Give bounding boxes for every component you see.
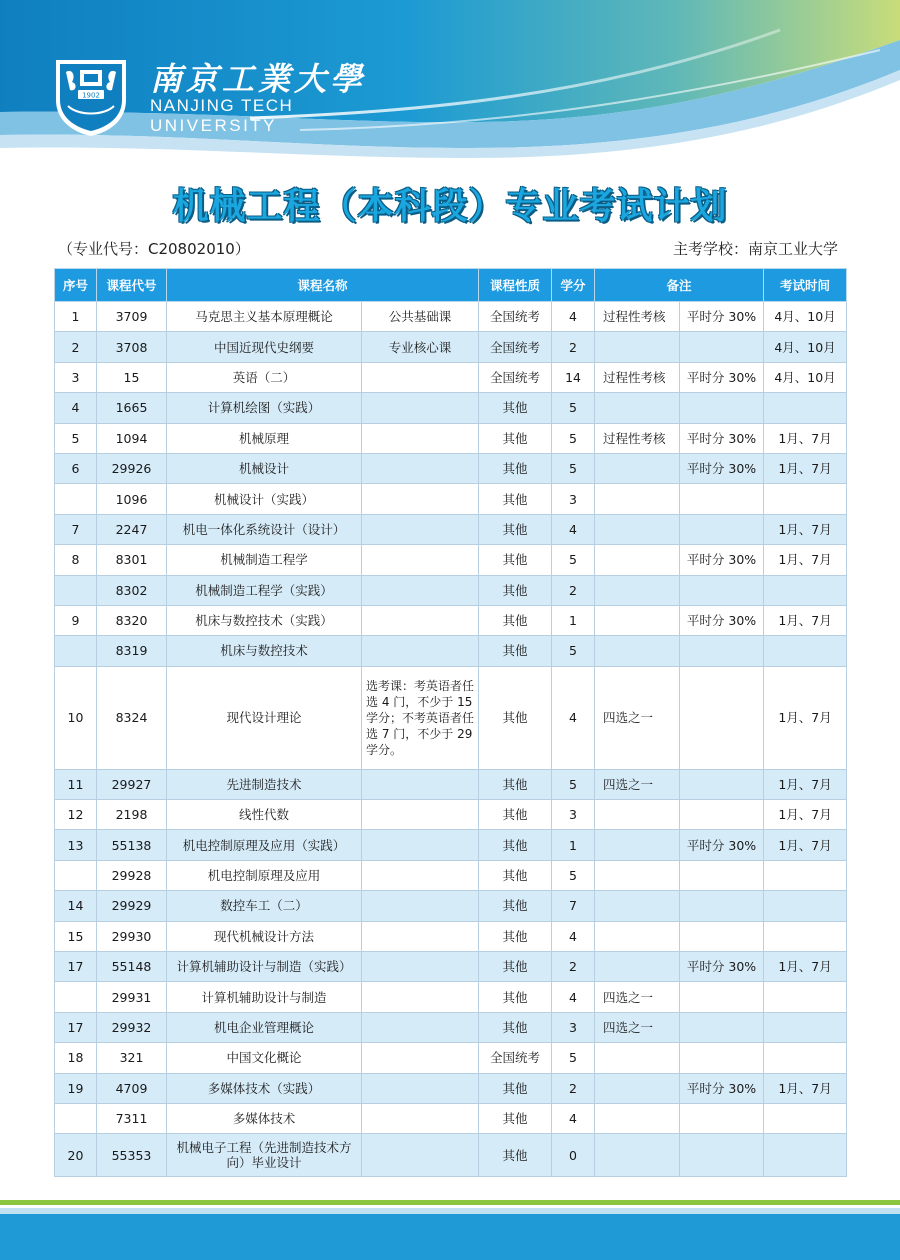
row-no: 20 xyxy=(55,1134,97,1177)
row-credit: 2 xyxy=(552,332,595,362)
row-code: 29932 xyxy=(97,1012,167,1042)
row-credit: 4 xyxy=(552,982,595,1012)
row-exam-time xyxy=(764,891,847,921)
row-category xyxy=(362,423,479,453)
row-nature: 其他 xyxy=(479,982,552,1012)
table-row xyxy=(55,302,847,332)
table-row xyxy=(55,1043,847,1073)
row-code: 8324 xyxy=(97,666,167,769)
footer-band xyxy=(0,1200,900,1260)
table-row xyxy=(55,575,847,605)
table-header-row xyxy=(55,269,847,302)
row-category xyxy=(362,952,479,982)
row-no xyxy=(55,484,97,514)
row-remark-score: 平时分 30% xyxy=(680,545,764,575)
row-name: 机电企业管理概论 xyxy=(167,1012,362,1042)
row-remark-score: 平时分 30% xyxy=(680,302,764,332)
row-name: 多媒体技术 xyxy=(167,1103,362,1133)
row-nature: 其他 xyxy=(479,860,552,890)
row-credit: 3 xyxy=(552,484,595,514)
row-exam-time xyxy=(764,1043,847,1073)
row-no: 17 xyxy=(55,1012,97,1042)
row-remark-assessment: 过程性考核 xyxy=(595,423,680,453)
row-exam-time: 1月、7月 xyxy=(764,666,847,769)
row-nature: 其他 xyxy=(479,952,552,982)
row-nature: 其他 xyxy=(479,484,552,514)
row-exam-time xyxy=(764,484,847,514)
row-code: 1094 xyxy=(97,423,167,453)
row-code: 3709 xyxy=(97,302,167,332)
table-row xyxy=(55,769,847,799)
row-code: 29931 xyxy=(97,982,167,1012)
row-category: 专业核心课 xyxy=(362,332,479,362)
row-exam-time xyxy=(764,860,847,890)
table-row xyxy=(55,666,847,769)
row-remark-score xyxy=(680,1103,764,1133)
row-credit: 4 xyxy=(552,666,595,769)
row-category xyxy=(362,982,479,1012)
row-credit: 1 xyxy=(552,830,595,860)
row-category xyxy=(362,362,479,392)
row-code: 2198 xyxy=(97,800,167,830)
row-no xyxy=(55,982,97,1012)
row-no xyxy=(55,575,97,605)
table-row xyxy=(55,636,847,666)
row-remark-score: 平时分 30% xyxy=(680,453,764,483)
row-code: 29929 xyxy=(97,891,167,921)
row-remark-assessment xyxy=(595,1103,680,1133)
row-name: 计算机辅助设计与制造 xyxy=(167,982,362,1012)
row-remark-score: 平时分 30% xyxy=(680,605,764,635)
row-code: 1096 xyxy=(97,484,167,514)
row-remark-score xyxy=(680,891,764,921)
row-code: 3708 xyxy=(97,332,167,362)
row-name: 机械设计 xyxy=(167,453,362,483)
row-name: 马克思主义基本原理概论 xyxy=(167,302,362,332)
row-remark-score xyxy=(680,484,764,514)
row-remark-assessment: 四选之一 xyxy=(595,1012,680,1042)
row-no xyxy=(55,636,97,666)
row-remark-score xyxy=(680,860,764,890)
row-remark-score xyxy=(680,636,764,666)
row-name: 数控车工（二） xyxy=(167,891,362,921)
row-exam-time xyxy=(764,1103,847,1133)
row-category: 选考课：考英语者任选 4 门，不少于 15 学分；不考英语者任选 7 门，不少于 29 学分。 xyxy=(362,666,479,769)
row-remark-assessment xyxy=(595,545,680,575)
row-remark-score: 平时分 30% xyxy=(680,830,764,860)
row-nature: 其他 xyxy=(479,1073,552,1103)
row-code: 4709 xyxy=(97,1073,167,1103)
row-remark-assessment: 四选之一 xyxy=(595,666,680,769)
header-time: 考试时间 xyxy=(764,269,847,302)
table-row xyxy=(55,484,847,514)
row-no: 6 xyxy=(55,453,97,483)
row-nature: 其他 xyxy=(479,605,552,635)
row-name: 先进制造技术 xyxy=(167,769,362,799)
table-row xyxy=(55,1103,847,1133)
header-credit: 学分 xyxy=(552,269,595,302)
row-credit: 5 xyxy=(552,860,595,890)
row-credit: 5 xyxy=(552,423,595,453)
row-exam-time: 4月、10月 xyxy=(764,302,847,332)
row-name: 机电控制原理及应用 xyxy=(167,860,362,890)
table-row xyxy=(55,332,847,362)
row-nature: 其他 xyxy=(479,1103,552,1133)
header-code: 课程代号 xyxy=(97,269,167,302)
major-code: （专业代号：C20802010） xyxy=(58,240,250,258)
row-exam-time xyxy=(764,393,847,423)
row-credit: 4 xyxy=(552,921,595,951)
row-name: 机电控制原理及应用（实践） xyxy=(167,830,362,860)
row-credit: 5 xyxy=(552,1043,595,1073)
row-no: 17 xyxy=(55,952,97,982)
row-name: 机械原理 xyxy=(167,423,362,453)
row-no: 12 xyxy=(55,800,97,830)
row-remark-score xyxy=(680,393,764,423)
row-nature: 其他 xyxy=(479,769,552,799)
table-row xyxy=(55,860,847,890)
row-exam-time: 1月、7月 xyxy=(764,1073,847,1103)
row-exam-time xyxy=(764,575,847,605)
row-no: 3 xyxy=(55,362,97,392)
row-nature: 其他 xyxy=(479,423,552,453)
row-code: 2247 xyxy=(97,514,167,544)
row-remark-assessment xyxy=(595,1134,680,1177)
row-nature: 全国统考 xyxy=(479,332,552,362)
table-row xyxy=(55,1012,847,1042)
row-no: 19 xyxy=(55,1073,97,1103)
row-remark-score xyxy=(680,769,764,799)
table-row xyxy=(55,1073,847,1103)
row-category xyxy=(362,1012,479,1042)
row-code: 29927 xyxy=(97,769,167,799)
row-name: 机床与数控技术 xyxy=(167,636,362,666)
row-category xyxy=(362,860,479,890)
row-remark-score: 平时分 30% xyxy=(680,362,764,392)
row-no xyxy=(55,1103,97,1133)
row-no: 15 xyxy=(55,921,97,951)
row-remark-assessment xyxy=(595,891,680,921)
row-remark-assessment xyxy=(595,575,680,605)
row-nature: 全国统考 xyxy=(479,362,552,392)
row-remark-assessment: 过程性考核 xyxy=(595,302,680,332)
table-row xyxy=(55,1134,847,1177)
row-remark-score xyxy=(680,1043,764,1073)
row-credit: 3 xyxy=(552,1012,595,1042)
row-remark-score xyxy=(680,982,764,1012)
row-credit: 5 xyxy=(552,769,595,799)
row-exam-time xyxy=(764,982,847,1012)
row-category xyxy=(362,514,479,544)
row-category xyxy=(362,545,479,575)
logo-year: 1902 xyxy=(82,91,100,100)
row-remark-assessment xyxy=(595,830,680,860)
row-no: 10 xyxy=(55,666,97,769)
row-name: 多媒体技术（实践） xyxy=(167,1073,362,1103)
row-credit: 1 xyxy=(552,605,595,635)
row-remark-score xyxy=(680,666,764,769)
row-no: 9 xyxy=(55,605,97,635)
row-remark-assessment xyxy=(595,800,680,830)
row-name: 中国近现代史纲要 xyxy=(167,332,362,362)
row-exam-time: 4月、10月 xyxy=(764,332,847,362)
row-remark-assessment xyxy=(595,332,680,362)
row-exam-time: 1月、7月 xyxy=(764,952,847,982)
row-remark-score xyxy=(680,514,764,544)
row-category: 公共基础课 xyxy=(362,302,479,332)
row-name: 中国文化概论 xyxy=(167,1043,362,1073)
table-row xyxy=(55,453,847,483)
row-credit: 5 xyxy=(552,636,595,666)
header-remark: 备注 xyxy=(595,269,764,302)
row-credit: 2 xyxy=(552,575,595,605)
row-nature: 全国统考 xyxy=(479,302,552,332)
university-logo xyxy=(52,56,130,138)
table-row xyxy=(55,423,847,453)
row-credit: 14 xyxy=(552,362,595,392)
table-row xyxy=(55,362,847,392)
row-remark-score xyxy=(680,332,764,362)
row-no xyxy=(55,860,97,890)
row-nature: 其他 xyxy=(479,1012,552,1042)
row-nature: 其他 xyxy=(479,453,552,483)
row-nature: 其他 xyxy=(479,1134,552,1177)
row-code: 29930 xyxy=(97,921,167,951)
table-row xyxy=(55,982,847,1012)
row-nature: 其他 xyxy=(479,636,552,666)
row-exam-time: 1月、7月 xyxy=(764,514,847,544)
row-exam-time: 1月、7月 xyxy=(764,605,847,635)
row-code: 55148 xyxy=(97,952,167,982)
row-code: 15 xyxy=(97,362,167,392)
row-nature: 其他 xyxy=(479,891,552,921)
row-remark-score xyxy=(680,1012,764,1042)
row-exam-time: 1月、7月 xyxy=(764,830,847,860)
row-remark-assessment xyxy=(595,484,680,514)
page-title: 机械工程（本科段）专业考试计划 xyxy=(172,186,728,227)
row-credit: 5 xyxy=(552,545,595,575)
brand-english-line1: NANJING TECH xyxy=(150,96,294,115)
row-no: 5 xyxy=(55,423,97,453)
exam-plan-table xyxy=(54,268,847,1177)
row-remark-assessment xyxy=(595,393,680,423)
row-category xyxy=(362,636,479,666)
row-no: 11 xyxy=(55,769,97,799)
header-banner xyxy=(0,0,900,160)
row-category xyxy=(362,1073,479,1103)
row-code: 321 xyxy=(97,1043,167,1073)
row-nature: 其他 xyxy=(479,575,552,605)
row-nature: 其他 xyxy=(479,800,552,830)
table-row xyxy=(55,800,847,830)
row-remark-score xyxy=(680,921,764,951)
row-exam-time: 4月、10月 xyxy=(764,362,847,392)
row-code: 7311 xyxy=(97,1103,167,1133)
row-remark-assessment xyxy=(595,605,680,635)
row-code: 1665 xyxy=(97,393,167,423)
row-category xyxy=(362,800,479,830)
row-no: 14 xyxy=(55,891,97,921)
row-category xyxy=(362,769,479,799)
row-category xyxy=(362,575,479,605)
row-category xyxy=(362,891,479,921)
row-name: 机床与数控技术（实践） xyxy=(167,605,362,635)
row-name: 机械电子工程（先进制造技术方向）毕业设计 xyxy=(167,1134,362,1177)
row-exam-time: 1月、7月 xyxy=(764,800,847,830)
table-row xyxy=(55,952,847,982)
row-credit: 0 xyxy=(552,1134,595,1177)
row-no: 8 xyxy=(55,545,97,575)
row-category xyxy=(362,453,479,483)
row-credit: 3 xyxy=(552,800,595,830)
table-row xyxy=(55,514,847,544)
row-remark-assessment xyxy=(595,952,680,982)
row-name: 英语（二） xyxy=(167,362,362,392)
row-name: 线性代数 xyxy=(167,800,362,830)
row-credit: 5 xyxy=(552,453,595,483)
row-category xyxy=(362,484,479,514)
row-name: 计算机辅助设计与制造（实践） xyxy=(167,952,362,982)
row-name: 现代设计理论 xyxy=(167,666,362,769)
row-nature: 其他 xyxy=(479,393,552,423)
row-credit: 5 xyxy=(552,393,595,423)
row-category xyxy=(362,921,479,951)
row-name: 机械制造工程学 xyxy=(167,545,362,575)
row-name: 计算机绘图（实践） xyxy=(167,393,362,423)
row-credit: 2 xyxy=(552,1073,595,1103)
row-credit: 7 xyxy=(552,891,595,921)
row-remark-assessment: 四选之一 xyxy=(595,769,680,799)
row-remark-assessment xyxy=(595,514,680,544)
table-row xyxy=(55,891,847,921)
row-exam-time: 1月、7月 xyxy=(764,423,847,453)
row-name: 机械制造工程学（实践） xyxy=(167,575,362,605)
row-code: 55353 xyxy=(97,1134,167,1177)
row-remark-assessment xyxy=(595,1073,680,1103)
table-row xyxy=(55,921,847,951)
row-name: 现代机械设计方法 xyxy=(167,921,362,951)
row-category xyxy=(362,1134,479,1177)
row-code: 8302 xyxy=(97,575,167,605)
row-code: 8320 xyxy=(97,605,167,635)
row-remark-assessment: 四选之一 xyxy=(595,982,680,1012)
row-no: 18 xyxy=(55,1043,97,1073)
row-remark-assessment: 过程性考核 xyxy=(595,362,680,392)
row-no: 13 xyxy=(55,830,97,860)
row-category xyxy=(362,393,479,423)
row-code: 29926 xyxy=(97,453,167,483)
table-row xyxy=(55,545,847,575)
row-nature: 其他 xyxy=(479,921,552,951)
row-nature: 其他 xyxy=(479,666,552,769)
row-remark-score xyxy=(680,1134,764,1177)
row-category xyxy=(362,1043,479,1073)
row-exam-time xyxy=(764,1134,847,1177)
header-nature: 课程性质 xyxy=(479,269,552,302)
row-no: 7 xyxy=(55,514,97,544)
row-remark-assessment xyxy=(595,921,680,951)
row-credit: 4 xyxy=(552,514,595,544)
row-credit: 2 xyxy=(552,952,595,982)
row-remark-score: 平时分 30% xyxy=(680,1073,764,1103)
row-code: 29928 xyxy=(97,860,167,890)
row-remark-assessment xyxy=(595,1043,680,1073)
row-category xyxy=(362,830,479,860)
row-remark-score: 平时分 30% xyxy=(680,423,764,453)
host-school: 主考学校：南京工业大学 xyxy=(672,240,838,258)
row-credit: 4 xyxy=(552,302,595,332)
row-remark-assessment xyxy=(595,860,680,890)
row-credit: 4 xyxy=(552,1103,595,1133)
row-category xyxy=(362,605,479,635)
table-row xyxy=(55,605,847,635)
row-name: 机电一体化系统设计（设计） xyxy=(167,514,362,544)
row-no: 1 xyxy=(55,302,97,332)
row-remark-score xyxy=(680,800,764,830)
row-code: 8319 xyxy=(97,636,167,666)
row-exam-time: 1月、7月 xyxy=(764,453,847,483)
row-nature: 全国统考 xyxy=(479,1043,552,1073)
row-no: 4 xyxy=(55,393,97,423)
table-row xyxy=(55,830,847,860)
row-remark-assessment xyxy=(595,453,680,483)
brand-english-line2: UNIVERSITY xyxy=(150,116,278,135)
row-exam-time xyxy=(764,921,847,951)
row-nature: 其他 xyxy=(479,545,552,575)
row-nature: 其他 xyxy=(479,514,552,544)
row-remark-score xyxy=(680,575,764,605)
row-no: 2 xyxy=(55,332,97,362)
row-name: 机械设计（实践） xyxy=(167,484,362,514)
brand-chinese-name: 南京工業大學 xyxy=(150,60,367,98)
row-code: 55138 xyxy=(97,830,167,860)
table-row xyxy=(55,393,847,423)
row-nature: 其他 xyxy=(479,830,552,860)
row-remark-assessment xyxy=(595,636,680,666)
header-name: 课程名称 xyxy=(167,269,479,302)
row-category xyxy=(362,1103,479,1133)
row-exam-time xyxy=(764,1012,847,1042)
row-exam-time: 1月、7月 xyxy=(764,769,847,799)
header-no: 序号 xyxy=(55,269,97,302)
row-code: 8301 xyxy=(97,545,167,575)
row-remark-score: 平时分 30% xyxy=(680,952,764,982)
row-exam-time: 1月、7月 xyxy=(764,545,847,575)
row-exam-time xyxy=(764,636,847,666)
